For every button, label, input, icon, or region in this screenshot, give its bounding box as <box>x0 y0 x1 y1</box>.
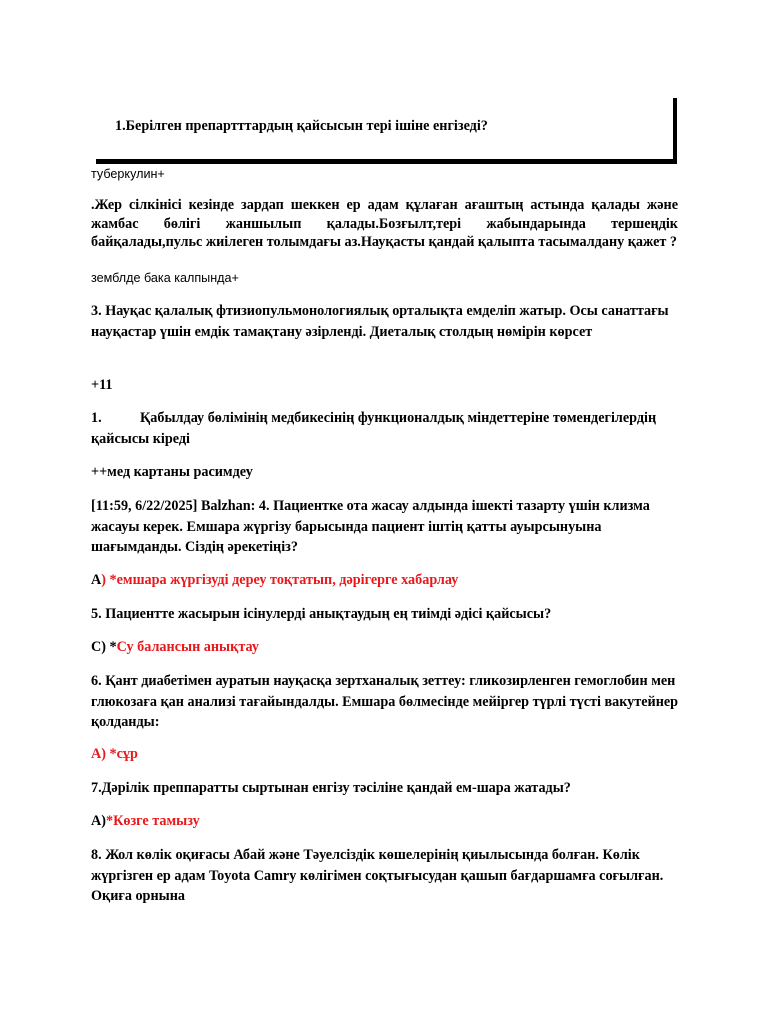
answer-8 <box>91 811 681 832</box>
answer-6-text: Су балансын анықтау <box>116 639 259 655</box>
question-1: 1.Берілген препартттардың қайсысын тері ішіне енгізеді? <box>115 118 488 134</box>
question-2: .Жер сілкінісі кезінде зардап шеккен ер адам құлаған ағаштың астында қалады және жамбас бөлігі жаншылып қалады.Бозғылт,тері жабындарында тершеңдік байқалады,пульс жиілеген толымдағы аз.Науқасты қандай қалыпта тасымалдану қажет ? <box>91 197 678 250</box>
answer-1: туберкулин+ <box>91 167 165 181</box>
answer-5-text: ) *емшара жүргізуді дереу тоқтатып, дәрігерге хабарлау <box>101 572 459 588</box>
answer-5 <box>91 570 681 591</box>
question-5: [11:59, 6/22/2025] Balzhan: 4. Пациентке ота жасау алдында ішекті тазарту үшін клизма жасауы керек. Емшара жүргізу барысында пациент іштің қатты ауырсынуына шағымданды. Сіздің әрекетіңіз? <box>91 498 650 555</box>
answer-4: ++мед картаны расимдеу <box>91 464 253 480</box>
answer-6-prefix: C) * <box>91 639 117 655</box>
answer-6 <box>91 637 681 658</box>
answer-3: +11 <box>91 377 113 393</box>
question-9: 8. Жол көлік оқиғасы Абай және Тәуелсіздік көшелерінің қиылысында болған. Көлік жүргізген ер адам Toyota Camry көлігімен соқтығысудан қашып бағдаршамға соғылған. Оқиға орнына <box>91 847 664 904</box>
question-7: 6. Қант диабетімен ауратын науқасқа зертханалық зеттеу: гликозирленген гемоглобин мен глюкозаға қан анализі тағайындалды. Емшара бөлмесінде мейіргер түрлі түсті вакутейнер қолданды: <box>91 673 679 730</box>
question-8: 7.Дәрілік преппаратты сыртынан енгізу тәсіліне қандай ем-шара жатады? <box>91 780 571 796</box>
answer-5-prefix: A <box>91 572 102 588</box>
answer-2: земблде бака калпында+ <box>91 271 239 285</box>
answer-7: А) *сұр <box>91 746 138 762</box>
answer-8-prefix: А) <box>91 813 106 829</box>
question-3: 3. Науқас қалалық фтизиопульмонологиялық орталықта емделіп жатыр. Осы санаттағы науқастар үшін емдік тамақтану әзірленді. Диеталық столдың нөмірін көрсет <box>91 303 669 340</box>
box-border-right <box>673 98 677 164</box>
answer-8-text: *Көзге тамызу <box>105 813 200 829</box>
question-4-number: 1. <box>91 410 102 426</box>
question-6: 5. Пациентте жасырын ісінулерді анықтаудың ең тиімді әдісі қайсысы? <box>91 606 552 622</box>
box-border-bottom <box>96 159 677 164</box>
question-4: Қабылдау бөлімінің медбикесінің функционалдық міндеттеріне төмендегілердің қайсысы кіреді <box>91 410 657 447</box>
